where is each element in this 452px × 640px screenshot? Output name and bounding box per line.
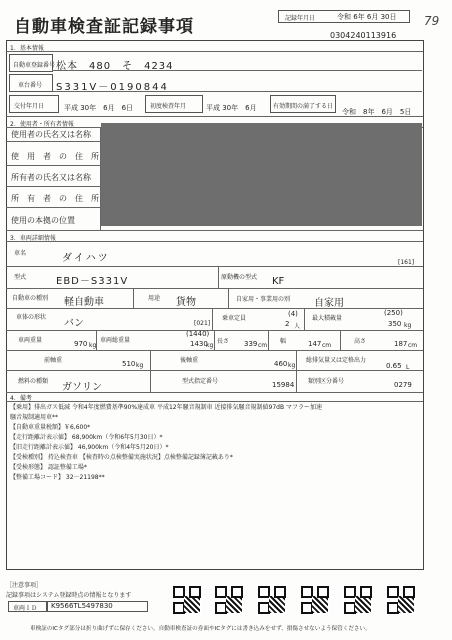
class-num-label: 類別区分番号 — [308, 378, 345, 385]
model-label: 型式 — [14, 274, 27, 281]
qr-code — [300, 585, 330, 615]
remark-line: 【受検形態】 認証整備工場* — [10, 464, 87, 471]
bottom-note: 車検証のICタグ部分は折り曲げずに保存ください。自動車検査証の券面やICタグには書き込みをせず、損傷させないよう保管ください。 — [30, 626, 371, 632]
maker-label: 車名 — [14, 250, 27, 257]
remarks-list — [10, 403, 420, 483]
remark-line: 騒音規制適用車** — [10, 414, 59, 421]
gross-top: (1440) — [186, 330, 210, 338]
car-id-label: 車両ＩＤ — [13, 605, 38, 612]
maker: ダイハツ — [62, 253, 110, 264]
first-reg: 平成 30年 6月 — [206, 104, 257, 112]
length-unit: cm — [258, 342, 268, 349]
displacement: 0.65 — [386, 362, 402, 370]
car-id: K9566TL5497830 — [51, 602, 113, 610]
weight-label: 車両重量 — [18, 337, 43, 344]
weight-unit: kg — [89, 342, 97, 349]
issue-label-box — [9, 95, 59, 113]
remark-line: 【整備工場コード】 32－21198** — [10, 474, 105, 481]
chassis-number: S331V－0190844 — [56, 82, 169, 93]
issue-date: 平成 30年 6月 6日 — [64, 104, 134, 112]
front-axle: 510 — [122, 360, 136, 368]
height-unit: cm — [408, 342, 418, 349]
type-num: 15984 — [272, 381, 295, 389]
qr-code — [386, 585, 416, 615]
record-date: 令和 6年 6月 30日 — [337, 13, 397, 21]
kind: 軽自動車 — [64, 297, 104, 308]
class-num: 0279 — [394, 381, 412, 389]
capacity-unit: 人 — [294, 323, 301, 330]
record-date-label: 記録年月日 — [285, 15, 316, 22]
gross-unit: kg — [206, 342, 214, 349]
max-load-label: 最大積載量 — [312, 315, 343, 322]
first-reg-label: 初度検査年月 — [150, 103, 187, 110]
front-axle-label: 前軸重 — [44, 357, 63, 364]
user-address-label: 使 用 者 の 住 所 — [11, 152, 99, 161]
engine-label: 原動機の型式 — [221, 274, 258, 281]
max-load: 350 — [388, 320, 402, 328]
use-label: 用途 — [148, 295, 161, 302]
expiry-label-box — [270, 95, 336, 113]
qr-code — [172, 585, 202, 615]
length: 339 — [244, 340, 258, 348]
plate-label-box — [9, 54, 56, 72]
length-label: 長さ — [217, 338, 230, 345]
body-label: 車体の形状 — [16, 314, 47, 321]
user-name-label: 使用者の氏名又は名称 — [11, 130, 91, 139]
height-label: 高さ — [354, 338, 367, 345]
remark-line: 【受検種別】 持込検査車 【検査時の点検整備実施状況】点検整備記録簿記載あり* — [10, 454, 233, 461]
owner-address-label: 所 有 者 の 住 所 — [11, 194, 99, 203]
doc-number: 0304240113916 — [330, 31, 397, 40]
width: 147 — [308, 340, 322, 348]
width-unit: cm — [322, 342, 332, 349]
owner-name-label: 所有者の氏名又は名称 — [11, 173, 91, 182]
section-user-owner: 2．使用者・所有者情報 — [10, 121, 74, 128]
use: 貨物 — [176, 297, 196, 308]
qr-code — [343, 585, 373, 615]
gross-label: 車両総重量 — [100, 337, 131, 344]
max-load-top: (250) — [384, 309, 403, 317]
chassis-label-box — [9, 74, 53, 92]
weight: 970 — [74, 340, 88, 348]
front-axle-unit: kg — [136, 362, 144, 369]
capacity-label: 乗車定員 — [222, 315, 247, 322]
record-date-box — [278, 10, 410, 23]
chassis-label: 車台番号 — [18, 82, 43, 89]
remark-line: 【自動車重量税額】￥6,600* — [10, 424, 91, 431]
rear-axle: 460 — [274, 360, 288, 368]
rear-axle-label: 後軸重 — [180, 357, 199, 364]
capacity-top: (4) — [288, 310, 298, 318]
kind-label: 自動車の種別 — [12, 295, 49, 302]
section-basic: 1．基本情報 — [10, 45, 44, 52]
rear-axle-unit: kg — [288, 362, 296, 369]
displacement-unit: L — [406, 364, 410, 371]
remark-line: 【旧走行距離計表示値】 46,900km（令和4年5月20日）* — [10, 444, 169, 451]
expiry-label: 有効期間の満了する日 — [273, 103, 334, 110]
width-label: 幅 — [280, 338, 287, 345]
section-vehicle: 3．車両詳細情報 — [10, 235, 56, 242]
displacement-label: 総排気量又は定格出力 — [306, 357, 367, 364]
first-reg-label-box — [145, 95, 203, 113]
qr-code — [257, 585, 287, 615]
gross: 1430 — [190, 340, 208, 348]
body: バン — [64, 318, 84, 329]
height: 187 — [394, 340, 408, 348]
car-id-box — [46, 601, 148, 612]
fuel-label: 燃料の種類 — [18, 378, 49, 385]
notes-title: ［注意事項］ — [6, 582, 43, 589]
issue-label: 交付年月日 — [14, 103, 45, 110]
max-load-unit: kg — [404, 322, 412, 329]
document-title: 自動車検査証記録事項 — [14, 17, 194, 37]
expiry-date: 令和 8年 6月 5日 — [342, 108, 412, 116]
base-location-label: 使用の本拠の位置 — [11, 216, 75, 225]
capacity: 2 — [285, 320, 290, 328]
fuel: ガソリン — [62, 382, 102, 393]
body-code: [021] — [194, 320, 211, 327]
redacted-owner-info — [101, 123, 422, 226]
plate-label: 自動車登録番号 — [13, 62, 56, 69]
qr-code — [214, 585, 244, 615]
purpose-label: 自家用・事業用の別 — [236, 296, 291, 303]
maker-code: [161] — [398, 259, 415, 266]
engine: KF — [272, 276, 285, 287]
model: EBD－S331V — [56, 276, 129, 287]
handwritten-note: 79 — [424, 14, 440, 28]
remark-line: 【乗用】排出ガス低減 令和4年度燃費基準90%達成車 平成12年騒音規制車 近接排気騒音規制値97dB マフラー加速 — [10, 404, 322, 411]
purpose: 自家用 — [314, 298, 344, 309]
car-id-label-box — [8, 601, 48, 612]
type-num-label: 型式指定番号 — [182, 378, 219, 385]
section-remarks: 4．備考 — [10, 395, 32, 402]
remark-line: 【走行距離計表示値】 68,900km（令和6年5月30日）* — [10, 434, 163, 441]
note-line: 記録事項はシステム登録時点の情報となります — [6, 592, 132, 599]
plate-number: 松本 480 そ 4234 — [56, 61, 174, 72]
